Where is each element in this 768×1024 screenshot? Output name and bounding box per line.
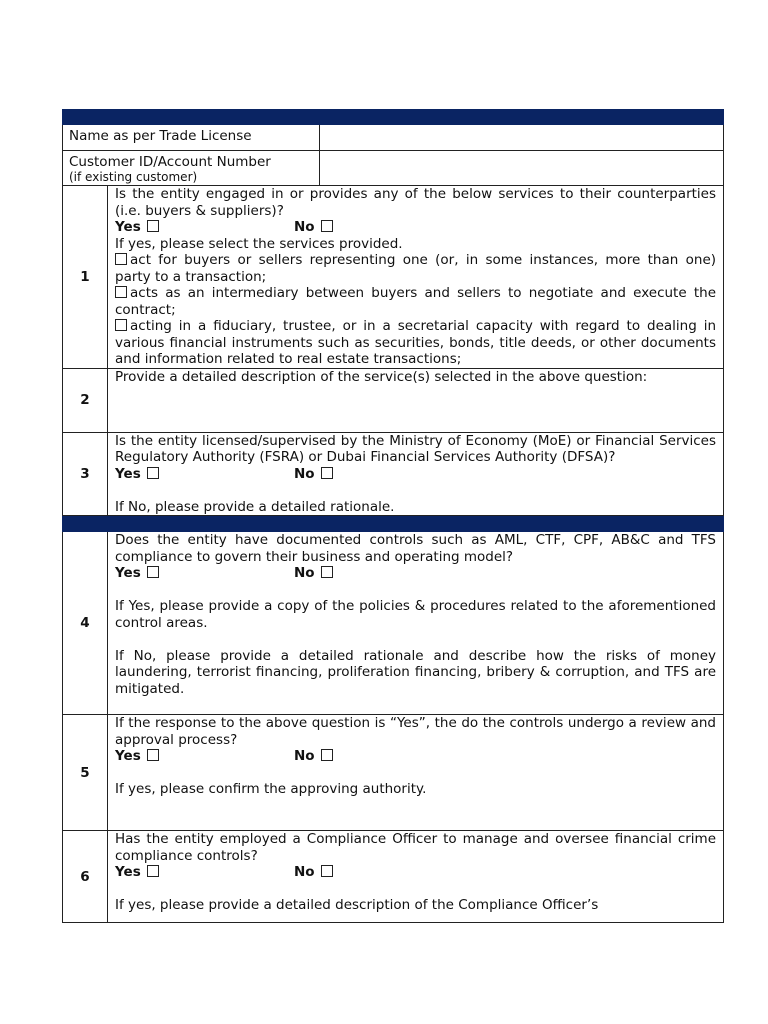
question-number-1: 1 xyxy=(63,186,108,369)
no-checkbox-1[interactable] xyxy=(321,220,333,232)
yes-no-row-1 xyxy=(115,219,716,236)
no-checkbox-5[interactable] xyxy=(321,749,333,761)
question-number-3: 3 xyxy=(63,432,108,516)
question-number-2: 2 xyxy=(63,368,108,432)
service-option-1 xyxy=(115,252,716,285)
question-row-1 xyxy=(63,186,724,369)
question-body-4 xyxy=(108,532,724,715)
yes-checkbox-6[interactable] xyxy=(147,865,159,877)
question-number-5: 5 xyxy=(63,715,108,831)
service-option-1-checkbox[interactable] xyxy=(115,253,127,265)
question-text-2: Provide a detailed description of the service(s) selected in the above question: xyxy=(115,368,648,385)
customer-id-note: (if existing customer) xyxy=(69,170,198,184)
question-body-5 xyxy=(108,715,724,831)
question-body-6 xyxy=(108,831,724,923)
question-number-6: 6 xyxy=(63,831,108,923)
section-divider-bar xyxy=(63,516,724,532)
question-text-3: Is the entity licensed/supervised by the Ministry of Economy (MoE) or Financial Services Regulatory Authority (FSRA) or Dubai Financial Services Authority (DFSA)? xyxy=(115,432,717,465)
question-text-5: If the response to the above question is “Yes”, the do the controls undergo a review and approval process? xyxy=(115,715,717,748)
question-row-4 xyxy=(63,532,724,715)
no-label-5: No xyxy=(294,748,315,764)
question-ifyes-4: If Yes, please provide a copy of the policies & procedures related to the aforementioned control areas. xyxy=(115,598,717,631)
yes-checkbox-1[interactable] xyxy=(147,220,159,232)
row-trade-license-name xyxy=(63,125,724,151)
trade-license-name-input[interactable] xyxy=(320,125,724,151)
service-option-3 xyxy=(115,318,716,368)
service-option-2-text: acts as an intermediary between buyers and sellers to negotiate and execute the contract; xyxy=(115,285,717,318)
service-option-3-checkbox[interactable] xyxy=(115,319,127,331)
yes-no-row-4 xyxy=(115,565,716,582)
question-text-4: Does the entity have documented controls such as AML, CTF, CPF, AB&C and TFS compliance to govern their business and operating model? xyxy=(115,532,717,565)
yes-label-5: Yes xyxy=(115,748,141,764)
question-body-1 xyxy=(108,186,724,369)
yes-checkbox-3[interactable] xyxy=(147,467,159,479)
question-row-2 xyxy=(63,368,724,432)
no-label-1: No xyxy=(294,219,315,235)
question-ifno-4: If No, please provide a detailed rationale and describe how the risks of money laundering, terrorist financing, proliferation financing, bribery & corruption, and TFS are mitigated. xyxy=(115,647,717,697)
no-label-6: No xyxy=(294,864,315,880)
yes-no-row-6 xyxy=(115,864,716,881)
question-body-2[interactable] xyxy=(108,368,724,432)
question-ifyes-6: If yes, please provide a detailed description of the Compliance Officer’s xyxy=(115,897,599,913)
trade-license-name-label: Name as per Trade License xyxy=(63,125,320,151)
question-ifyes-1: If yes, please select the services provided. xyxy=(115,235,403,252)
customer-id-label-text: Customer ID/Account Number xyxy=(69,154,271,170)
question-text-6: Has the entity employed a Compliance Officer to manage and oversee financial crime compliance controls? xyxy=(115,831,717,864)
question-row-3 xyxy=(63,432,724,516)
question-row-6 xyxy=(63,831,724,923)
yes-label-4: Yes xyxy=(115,565,141,581)
yes-label-1: Yes xyxy=(115,219,141,235)
yes-label-3: Yes xyxy=(115,465,141,482)
yes-no-row-5 xyxy=(115,748,716,765)
kyc-form-table xyxy=(62,109,724,923)
service-option-1-text: act for buyers or sellers representing one (or, in some instances, more than one) party to a transaction; xyxy=(115,252,717,285)
no-label-3: No xyxy=(294,465,315,482)
row-customer-id xyxy=(63,151,724,186)
question-text-1: Is the entity engaged in or provides any of the below services to their counterparties (i.e. buyers & suppliers)? xyxy=(115,186,717,219)
yes-label-6: Yes xyxy=(115,864,141,880)
question-body-3 xyxy=(108,432,724,516)
no-checkbox-6[interactable] xyxy=(321,865,333,877)
yes-checkbox-4[interactable] xyxy=(147,566,159,578)
question-ifyes-5: If yes, please confirm the approving authority. xyxy=(115,781,427,797)
service-option-2 xyxy=(115,285,716,318)
question-ifno-3: If No, please provide a detailed rationale. xyxy=(115,498,395,515)
customer-id-input[interactable] xyxy=(320,151,724,186)
no-checkbox-3[interactable] xyxy=(321,467,333,479)
service-option-2-checkbox[interactable] xyxy=(115,286,127,298)
no-checkbox-4[interactable] xyxy=(321,566,333,578)
question-number-4: 4 xyxy=(63,532,108,715)
section-header-bar xyxy=(63,110,724,125)
question-row-5 xyxy=(63,715,724,831)
no-label-4: No xyxy=(294,565,315,581)
service-option-3-text: acting in a fiduciary, trustee, or in a secretarial capacity with regard to dealing in various financial instruments such as securities, bonds, title deeds, or other documents and information related to real estate transactions; xyxy=(115,318,717,367)
yes-checkbox-5[interactable] xyxy=(147,749,159,761)
yes-no-row-3 xyxy=(115,466,716,483)
customer-id-label xyxy=(63,151,320,186)
